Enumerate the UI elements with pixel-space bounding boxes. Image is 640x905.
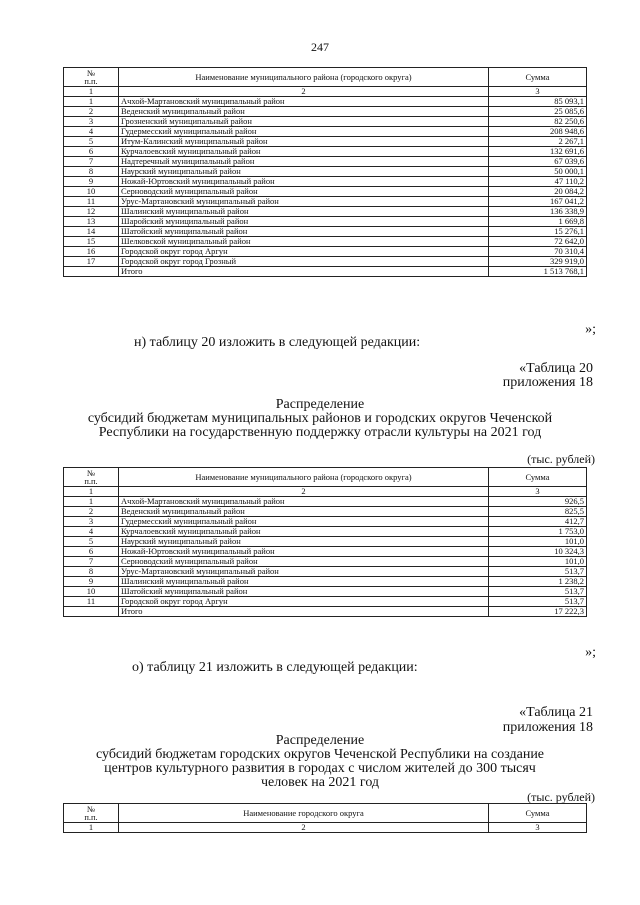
row-name: Наурский муниципальный район [119, 167, 489, 177]
table-row [64, 257, 587, 267]
total-sum: 17 222,3 [489, 607, 587, 617]
row-sum: 101,0 [489, 537, 587, 547]
row-sum: 513,7 [489, 567, 587, 577]
table21-heading-1: Распределение [275, 733, 365, 748]
row-number: 7 [64, 157, 119, 167]
row-sum: 412,7 [489, 517, 587, 527]
table21-appendix: приложения 18 [502, 720, 593, 735]
col-number-1: 1 [64, 823, 119, 833]
table-row [64, 517, 587, 527]
row-number: 6 [64, 547, 119, 557]
total-sum: 1 513 768,1 [489, 267, 587, 277]
header-num: № п.п. [64, 804, 119, 823]
column-number-row [64, 487, 587, 497]
col-number-2: 2 [119, 487, 489, 497]
total-num [64, 607, 119, 617]
row-number: 11 [64, 197, 119, 207]
table-row [64, 567, 587, 577]
row-sum: 101,0 [489, 557, 587, 567]
row-number: 10 [64, 587, 119, 597]
table-row [64, 217, 587, 227]
row-number: 15 [64, 237, 119, 247]
table20-heading-3: Республики на государственную поддержку отрасли культуры на 2021 год [98, 425, 542, 440]
total-label: Итого [119, 267, 489, 277]
table-row [64, 597, 587, 607]
row-number: 1 [64, 97, 119, 107]
row-name: Гудермесский муниципальный район [119, 517, 489, 527]
row-number: 10 [64, 187, 119, 197]
header-num: № п.п. [64, 68, 119, 87]
row-name: Городской округ город Аргун [119, 597, 489, 607]
item-o-text: о) таблицу 21 изложить в следующей редакции: [132, 660, 418, 675]
table-row [64, 497, 587, 507]
table-header-row [64, 68, 587, 87]
row-sum: 82 250,6 [489, 117, 587, 127]
row-sum: 513,7 [489, 597, 587, 607]
table20-appendix: приложения 18 [502, 375, 593, 390]
subsidy-table-1 [63, 67, 587, 277]
row-number: 12 [64, 207, 119, 217]
row-name: Курчалоевский муниципальный район [119, 147, 489, 157]
table-row [64, 547, 587, 557]
column-number-row [64, 87, 587, 97]
row-sum: 70 310,4 [489, 247, 587, 257]
table-row [64, 537, 587, 547]
table-row [64, 187, 587, 197]
row-name: Ачхой-Мартановский муниципальный район [119, 497, 489, 507]
subsidy-table-3 [63, 803, 587, 833]
row-sum: 132 691,6 [489, 147, 587, 157]
row-name: Шелковской муниципальный район [119, 237, 489, 247]
table-row [64, 107, 587, 117]
row-sum: 1 238,2 [489, 577, 587, 587]
row-name: Веденский муниципальный район [119, 107, 489, 117]
table-row [64, 167, 587, 177]
table-row [64, 237, 587, 247]
row-name: Гудермесский муниципальный район [119, 127, 489, 137]
closing-quote-2: »; [585, 645, 596, 660]
header-sum: Сумма [489, 804, 587, 823]
row-sum: 208 948,6 [489, 127, 587, 137]
table-row [64, 157, 587, 167]
table-row [64, 117, 587, 127]
subsidy-table-2 [63, 467, 587, 617]
row-number: 8 [64, 167, 119, 177]
row-name: Шалинский муниципальный район [119, 577, 489, 587]
row-number: 4 [64, 527, 119, 537]
row-name: Наурский муниципальный район [119, 537, 489, 547]
row-sum: 25 085,6 [489, 107, 587, 117]
closing-quote-1: »; [585, 322, 596, 337]
table-row [64, 247, 587, 257]
row-name: Курчалоевский муниципальный район [119, 527, 489, 537]
header-sum: Сумма [489, 468, 587, 487]
row-sum: 20 084,2 [489, 187, 587, 197]
row-sum: 825,5 [489, 507, 587, 517]
row-sum: 329 919,0 [489, 257, 587, 267]
header-name: Наименование муниципального района (городского округа) [119, 468, 489, 487]
total-row [64, 267, 587, 277]
col-number-3: 3 [489, 487, 587, 497]
row-number: 16 [64, 247, 119, 257]
table-row [64, 587, 587, 597]
row-sum: 926,5 [489, 497, 587, 507]
total-row [64, 607, 587, 617]
units-label-2: (тыс. рублей) [527, 790, 595, 804]
row-sum: 50 000,1 [489, 167, 587, 177]
col-number-3: 3 [489, 87, 587, 97]
header-sum: Сумма [489, 68, 587, 87]
row-number: 13 [64, 217, 119, 227]
row-name: Шалинский муниципальный район [119, 207, 489, 217]
row-number: 6 [64, 147, 119, 157]
row-name: Ножай-Юртовский муниципальный район [119, 547, 489, 557]
row-number: 5 [64, 137, 119, 147]
row-sum: 85 093,1 [489, 97, 587, 107]
table-header-row [64, 804, 587, 823]
table-header-row [64, 468, 587, 487]
row-number: 5 [64, 537, 119, 547]
row-name: Городской округ город Аргун [119, 247, 489, 257]
page-number: 247 [311, 40, 329, 54]
item-n-text: н) таблицу 20 изложить в следующей редакции: [134, 335, 421, 350]
row-name: Веденский муниципальный район [119, 507, 489, 517]
row-name: Серноводский муниципальный район [119, 187, 489, 197]
row-sum: 1 669,8 [489, 217, 587, 227]
row-name: Ачхой-Мартановский муниципальный район [119, 97, 489, 107]
col-number-2: 2 [119, 87, 489, 97]
row-name: Урус-Мартановский муниципальный район [119, 197, 489, 207]
row-number: 2 [64, 107, 119, 117]
row-name: Шаройский муниципальный район [119, 217, 489, 227]
row-number: 3 [64, 117, 119, 127]
row-number: 17 [64, 257, 119, 267]
row-number: 14 [64, 227, 119, 237]
row-sum: 136 338,9 [489, 207, 587, 217]
row-number: 8 [64, 567, 119, 577]
row-name: Грозненский муниципальный район [119, 117, 489, 127]
row-sum: 67 039,6 [489, 157, 587, 167]
row-number: 2 [64, 507, 119, 517]
row-name: Шатойский муниципальный район [119, 587, 489, 597]
row-sum: 2 267,1 [489, 137, 587, 147]
table-row [64, 577, 587, 587]
row-sum: 72 642,0 [489, 237, 587, 247]
row-sum: 10 324,3 [489, 547, 587, 557]
table-row [64, 207, 587, 217]
row-name: Надтеречный муниципальный район [119, 157, 489, 167]
table-row [64, 527, 587, 537]
row-sum: 167 041,2 [489, 197, 587, 207]
col-number-1: 1 [64, 487, 119, 497]
table20-title: «Таблица 20 [519, 361, 593, 376]
row-number: 11 [64, 597, 119, 607]
col-number-2: 2 [119, 823, 489, 833]
table-row [64, 227, 587, 237]
table21-title: «Таблица 21 [519, 705, 593, 720]
units-label-1: (тыс. рублей) [527, 452, 595, 466]
total-num [64, 267, 119, 277]
row-name: Городской округ город Грозный [119, 257, 489, 267]
table-row [64, 197, 587, 207]
header-name: Наименование муниципального района (городского округа) [119, 68, 489, 87]
row-name: Шатойский муниципальный район [119, 227, 489, 237]
row-number: 9 [64, 177, 119, 187]
header-num: № п.п. [64, 468, 119, 487]
table21-heading-3: центров культурного развития в городах с числом жителей до 300 тысяч [104, 761, 536, 776]
table-row [64, 127, 587, 137]
table-row [64, 177, 587, 187]
row-sum: 513,7 [489, 587, 587, 597]
total-label: Итого [119, 607, 489, 617]
table-row [64, 137, 587, 147]
column-number-row [64, 823, 587, 833]
row-sum: 1 753,0 [489, 527, 587, 537]
row-number: 3 [64, 517, 119, 527]
row-sum: 47 110,2 [489, 177, 587, 187]
row-name: Серноводский муниципальный район [119, 557, 489, 567]
header-name: Наименование городского округа [119, 804, 489, 823]
row-number: 1 [64, 497, 119, 507]
col-number-3: 3 [489, 823, 587, 833]
table-row [64, 147, 587, 157]
table21-heading-4: человек на 2021 год [260, 775, 380, 790]
row-number: 7 [64, 557, 119, 567]
row-number: 4 [64, 127, 119, 137]
table-row [64, 97, 587, 107]
row-sum: 15 276,1 [489, 227, 587, 237]
table20-heading-2: субсидий бюджетам муниципальных районов и городских округов Чеченской [87, 411, 553, 426]
table-row [64, 507, 587, 517]
table21-heading-2: субсидий бюджетам городских округов Чеченской Республики на создание [95, 747, 545, 762]
row-name: Итум-Калинский муниципальный район [119, 137, 489, 147]
col-number-1: 1 [64, 87, 119, 97]
table20-heading-1: Распределение [275, 397, 365, 412]
table-row [64, 557, 587, 567]
row-name: Урус-Мартановский муниципальный район [119, 567, 489, 577]
row-name: Ножай-Юртовский муниципальный район [119, 177, 489, 187]
row-number: 9 [64, 577, 119, 587]
